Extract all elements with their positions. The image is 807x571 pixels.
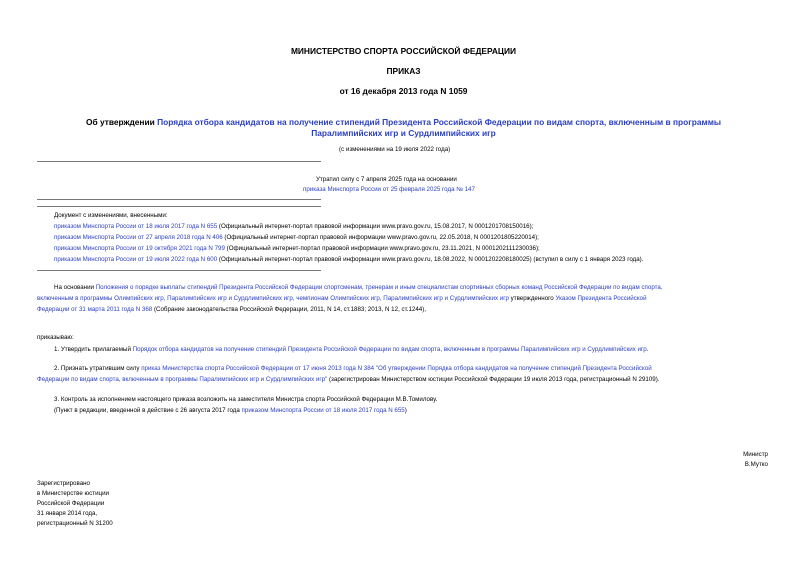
item-2-link-cont[interactable]: Федерации по видам спорта, включенным в программы Паралимпийских игр и Сурдлимпийских игр" (37, 376, 328, 383)
change-text: (Официальный интернет-портал правовой информации www.pravo.gov.ru, 22.05.2018, N 0001201805220014); (222, 234, 539, 241)
order-word: приказываю: (37, 334, 74, 341)
doc-date-number: от 16 декабря 2013 года N 1059 (339, 86, 468, 96)
change-link[interactable]: приказом Минспорта России от 27 апреля 2018 года N 406 (54, 234, 223, 241)
item-2-post: (зарегистрирован Министерством юстиции Российской Федерации 19 июля 2013 года, регистрационный N 29109). (327, 376, 660, 383)
registration-line: регистрационный N 31200 (37, 520, 113, 527)
divider (37, 199, 321, 200)
item-3-note (54, 406, 407, 416)
list-item (54, 233, 539, 243)
change-text: (Официальный интернет-портал правовой информации www.pravo.gov.ru, 23.11.2021, N 0001202111230036); (224, 245, 540, 252)
item-2-line-2 (37, 375, 660, 385)
item-1-link[interactable]: Порядок отбора кандидатов на получение стипендий Президента Российской Федерации по видам спорта, включенным в программы Паралимпийских игр и Сурдлимпийских игр (132, 346, 647, 353)
title-link-line2: Паралимпийских игр и Сурдлимпийских игр (311, 128, 496, 138)
divider (37, 206, 321, 207)
basis-mid: утвержденного (508, 295, 556, 302)
item-1-pre: 1. Утвердить прилагаемый (54, 346, 133, 353)
change-link[interactable]: приказом Минспорта России от 19 июля 2022 года N 600 (54, 256, 218, 263)
basis-line-3 (37, 305, 426, 315)
item-2-link[interactable]: приказ Министерства спорта Российской Федерации от 17 июня 2013 года N 384 "Об утверждении Порядка отбора кандидатов на получение стипендий Президента Российской (141, 365, 652, 372)
registration-line: в Министерстве юстиции (37, 490, 110, 497)
list-item (54, 222, 533, 232)
list-item (54, 244, 540, 254)
item-3: 3. Контроль за исполнением настоящего приказа возложить на заместителя Министра спорта Российской Федерации М.В.Томилову. (54, 396, 438, 403)
change-text: (Официальный интернет-портал правовой информации www.pravo.gov.ru, 15.08.2017, N 0001201708150016); (217, 223, 534, 230)
expiry-text: Утратил силу с 7 апреля 2025 года на основании (316, 176, 457, 183)
basis-lead: На основании (54, 284, 96, 291)
item-3-note-pre: (Пункт в редакции, введенной в действие с 26 августа 2017 года (54, 407, 242, 414)
item-3-note-post: ) (404, 407, 407, 414)
amendment-note: (с изменениями на 19 июля 2022 года) (339, 146, 451, 153)
expiry-link[interactable]: приказа Минспорта России от 25 февраля 2025 года № 147 (303, 186, 475, 193)
basis-link-decree-cont[interactable]: Федерации от 31 марта 2011 года N 368 (37, 306, 153, 313)
registration-line: Зарегистрировано (37, 480, 90, 487)
doc-title (0, 117, 807, 139)
title-link[interactable] (157, 117, 721, 138)
title-link-line1: Порядка отбора кандидатов на получение стипендий Президента Российской Федерации по видам спорта, включенным в программы (157, 117, 722, 127)
change-link[interactable]: приказом Минспорта России от 19 октября 2021 года N 799 (54, 245, 225, 252)
registration-line: Российской Федерации (37, 500, 105, 507)
item-1 (54, 345, 648, 355)
change-text: (Официальный интернет-портал правовой информации www.pravo.gov.ru, 18.08.2022, N 0001202208180025) (вступил в силу с 1 января 2023 года). (217, 256, 644, 263)
item-2-line-1 (54, 364, 652, 374)
signature-name: В.Мутко (744, 461, 768, 468)
item-2-pre: 2. Признать утратившим силу (54, 365, 142, 372)
change-link[interactable]: приказом Минспорта России от 18 июля 2017 года N 655 (54, 223, 218, 230)
item-1-post: . (646, 346, 649, 353)
basis-link-regulation[interactable]: Положения о порядке выплаты стипендий Президента Российской Федерации спортсменам, тренерам и иным специалистам спортивных сборных команд Российской Федерации по видам спорта, (95, 284, 663, 291)
doc-type: ПРИКАЗ (386, 66, 421, 76)
basis-link-regulation-cont[interactable]: включенным в программы Олимпийских игр, Паралимпийских игр и Сурдлимпийских игр, чемпионам Олимпийских игр, Паралимпийских игр и Сурдлимпийских игр (37, 295, 509, 302)
divider (37, 270, 321, 271)
ministry-name: МИНИСТЕРСТВО СПОРТА РОССИЙСКОЙ ФЕДЕРАЦИИ (290, 46, 517, 56)
changes-heading: Документ с изменениями, внесенными: (54, 212, 168, 219)
divider (37, 161, 321, 162)
registration-line: 31 января 2014 года, (37, 510, 98, 517)
item-3-note-link[interactable]: приказом Минспорта России от 18 июля 2017 года N 655 (241, 407, 405, 414)
basis-link-decree[interactable]: Указом Президента Российской (555, 295, 647, 302)
signature-position: Министр (743, 451, 768, 458)
basis-tail: (Собрание законодательства Российской Федерации, 2011, N 14, ст.1883; 2013, N 12, ст.1244), (152, 306, 427, 313)
title-prefix: Об утверждении (85, 117, 158, 127)
list-item (54, 255, 643, 265)
basis-line-1 (54, 283, 663, 293)
basis-line-2 (37, 294, 647, 304)
